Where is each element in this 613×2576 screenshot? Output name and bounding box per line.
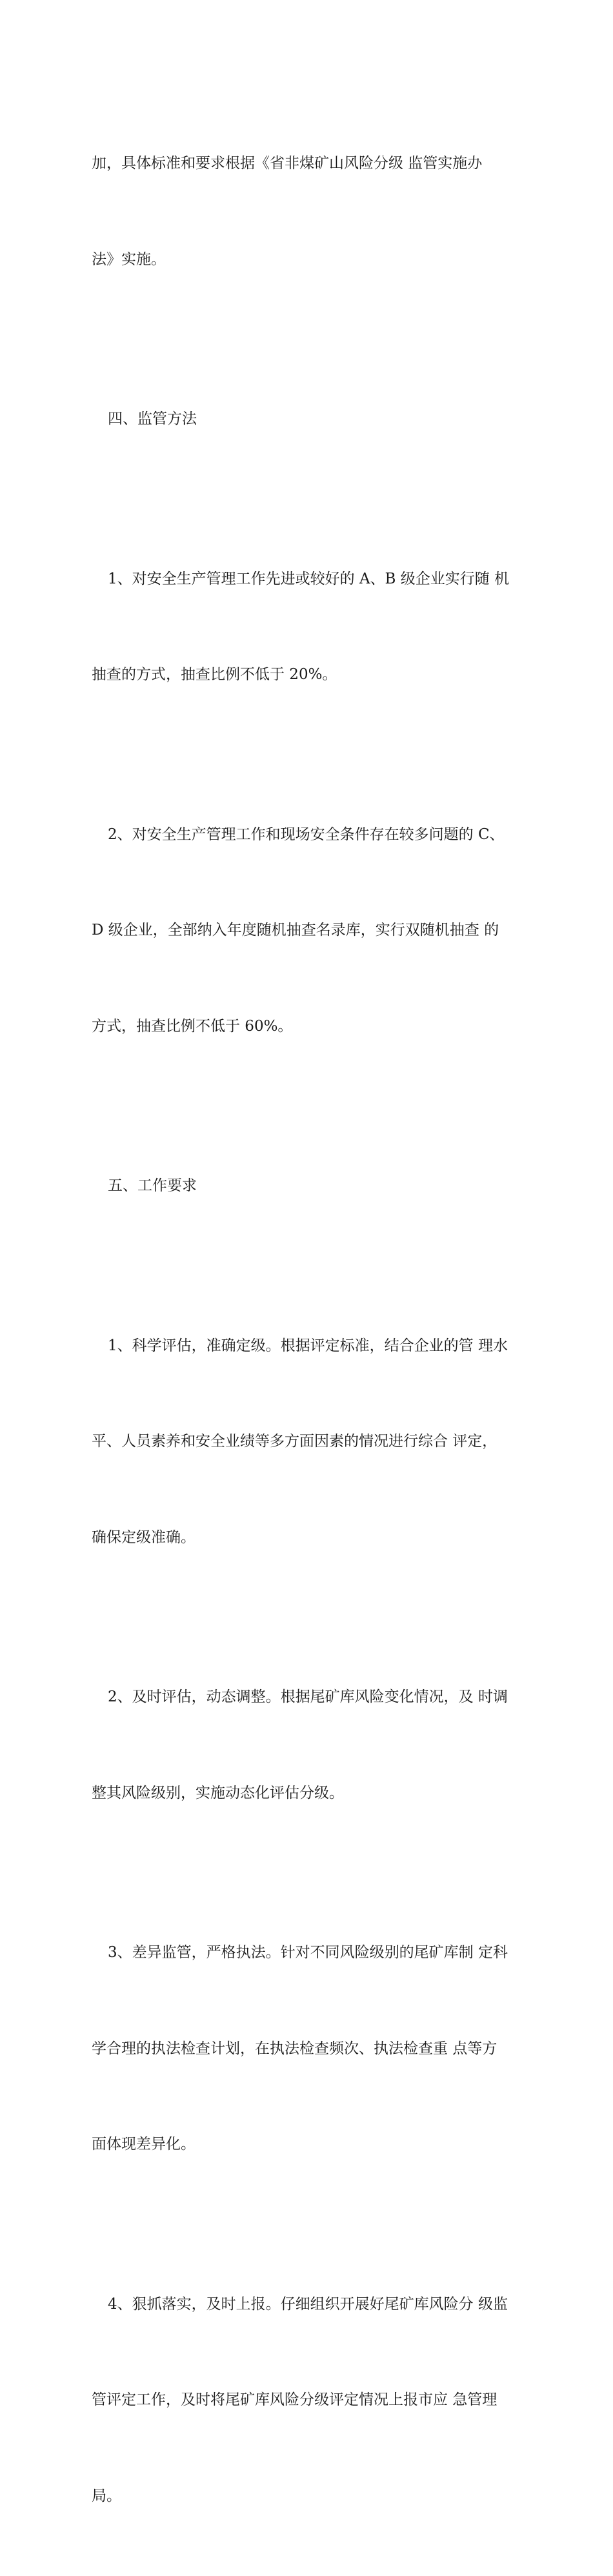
text-line: 平、人员素养和安全业绩等多方面因素的情况进行综合 评定， <box>92 1426 543 1458</box>
paragraph-continuation <box>92 84 543 340</box>
paragraph-requirement-4 <box>92 2225 543 2576</box>
text-line: 管评定工作，及时将尾矿库风险分级评定情况上报市应 急管理 <box>92 2384 543 2417</box>
text-line: 1、科学评估，准确定级。根据评定标准，结合企业的管 理水 <box>92 1330 543 1363</box>
text-line: 2、及时评估，动态调整。根据尾矿库风险变化情况，及 时调 <box>92 1681 543 1714</box>
paragraph-method-1 <box>92 500 543 755</box>
text-line: 1、对安全生产管理工作先进或较好的 A、B 级企业实行随 机 <box>92 563 543 596</box>
text-line: 面体现差异化。 <box>92 2129 543 2161</box>
text-line: 整其风险级别，实施动态化评估分级。 <box>92 1778 543 1810</box>
paragraph-requirement-2 <box>92 1618 543 1873</box>
text-line: 方式，抽查比例不低于 60%。 <box>92 1011 543 1043</box>
paragraph-requirement-3 <box>92 1873 543 2225</box>
text-line: 法》实施。 <box>92 244 543 276</box>
section-heading-supervision-methods <box>92 340 543 500</box>
document-body <box>92 84 543 2576</box>
section-heading: 五、工作要求 <box>92 1170 543 1202</box>
text-line: 加，具体标准和要求根据《省非煤矿山风险分级 监管实施办 <box>92 148 543 180</box>
paragraph-requirement-1 <box>92 1266 543 1618</box>
text-line: D 级企业，全部纳入年度随机抽查名录库，实行双随机抽查 的 <box>92 915 543 947</box>
paragraph-method-2 <box>92 755 543 1107</box>
text-line: 2、对安全生产管理工作和现场安全条件存在较多问题的 C、 <box>92 819 543 851</box>
text-line: 3、差异监管，严格执法。针对不同风险级别的尾矿库制 定科 <box>92 1937 543 1969</box>
text-line: 4、狠抓落实，及时上报。仔细组织开展好尾矿库风险分 级监 <box>92 2289 543 2321</box>
document-page <box>0 0 613 867</box>
text-line: 确保定级准确。 <box>92 1522 543 1554</box>
text-line: 学合理的执法检查计划，在执法检查频次、执法检查重 点等方 <box>92 2033 543 2065</box>
text-line: 局。 <box>92 2480 543 2513</box>
section-heading-work-requirements <box>92 1106 543 1266</box>
text-line: 抽查的方式，抽查比例不低于 20%。 <box>92 659 543 691</box>
section-heading: 四、监管方法 <box>92 403 543 436</box>
